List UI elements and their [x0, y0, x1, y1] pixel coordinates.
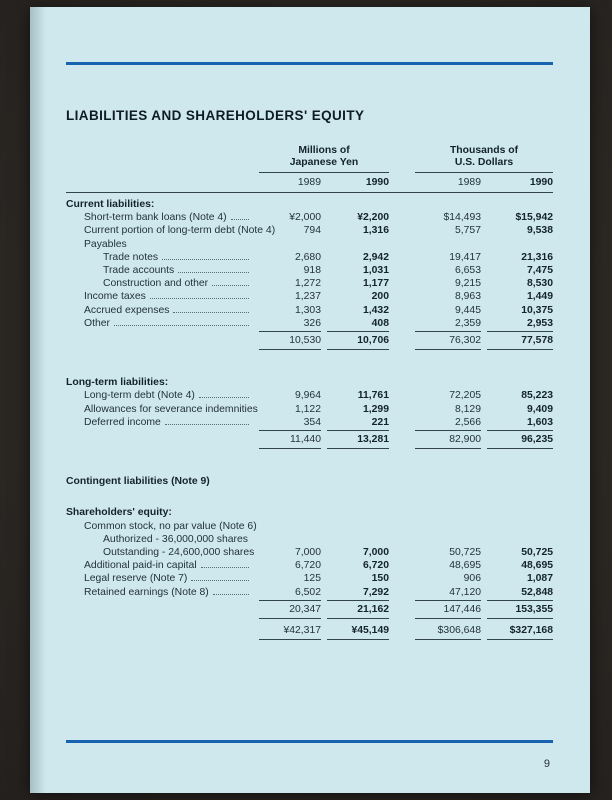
row-label: Other [84, 317, 110, 329]
table-row [66, 546, 553, 559]
total-usd-1989: $306,648 [415, 622, 481, 640]
subtotal-usd-1989: 147,446 [415, 600, 481, 619]
table-row [66, 416, 553, 429]
row-label: Payables [84, 238, 127, 250]
subtotal-yen-1989: 10,530 [259, 331, 321, 350]
value-usd-1990: 52,848 [521, 586, 553, 598]
subtotal-yen-1990: 10,706 [327, 331, 389, 350]
subtotal-row-shareholders-equity [66, 599, 553, 621]
value-yen-1989: 794 [303, 225, 321, 237]
value-yen-1990: 11,761 [357, 390, 389, 402]
value-yen-1990: 221 [371, 416, 389, 428]
document-page [30, 7, 590, 793]
section-header-contingent-liabilities [66, 475, 553, 488]
table-row [66, 403, 553, 416]
col-group-yen [259, 145, 389, 173]
row-label: Legal reserve (Note 7) [84, 573, 188, 585]
value-usd-1989: 48,695 [449, 560, 481, 572]
total-yen-1990: ¥45,149 [327, 622, 389, 640]
col-group-yen-line2: Japanese Yen [289, 157, 359, 168]
value-usd-1989: 2,359 [454, 317, 481, 329]
value-yen-1990: 1,432 [362, 304, 389, 316]
value-usd-1989: 72,205 [449, 390, 481, 402]
row-label: Current liabilities: [66, 199, 155, 210]
value-yen-1989: 918 [303, 265, 321, 277]
row-label: Current portion of long-term debt (Note 4) [84, 225, 276, 237]
section-header-shareholders-equity [66, 506, 553, 519]
value-yen-1989: 1,122 [294, 403, 321, 415]
value-yen-1989: 326 [303, 317, 321, 329]
value-usd-1990: 50,725 [521, 547, 553, 559]
page-title: LIABILITIES AND SHAREHOLDERS' EQUITY [66, 108, 365, 123]
value-usd-1990: 7,475 [526, 265, 553, 277]
row-label: Additional paid-in capital [84, 560, 197, 572]
table-row [66, 533, 553, 546]
table-row [66, 317, 553, 330]
column-group-header-row [66, 145, 553, 173]
year-header-row [66, 173, 553, 193]
value-usd-1989: 8,963 [454, 291, 481, 303]
row-label: Long-term debt (Note 4) [84, 390, 195, 402]
subtotal-row-current-liabilities [66, 330, 553, 352]
table-row [66, 572, 553, 585]
value-yen-1990: 1,299 [362, 403, 389, 415]
value-usd-1990: 9,409 [526, 403, 553, 415]
section-gap [66, 352, 553, 376]
value-usd-1989: 6,653 [454, 265, 481, 277]
total-yen-1989: ¥42,317 [259, 622, 321, 640]
page-content [66, 7, 553, 642]
value-usd-1989: 19,417 [449, 251, 481, 263]
table-row [66, 238, 553, 251]
value-yen-1990: 200 [371, 291, 389, 303]
section-header-current-liabilities [66, 198, 553, 211]
table-row [66, 211, 553, 224]
row-label: Trade accounts [103, 265, 175, 277]
col-group-usd-line1: Thousands of [449, 145, 519, 156]
row-label: Allowances for severance indemnities [84, 403, 258, 415]
value-yen-1989: 7,000 [294, 547, 321, 559]
subtotal-usd-1990: 153,355 [487, 600, 553, 619]
row-label: Outstanding - 24,600,000 shares [103, 547, 255, 559]
subtotal-usd-1989: 82,900 [415, 430, 481, 449]
value-yen-1989: 6,720 [294, 560, 321, 572]
value-usd-1990: 2,953 [526, 317, 553, 329]
subtotal-yen-1989: 20,347 [259, 600, 321, 619]
subtotal-yen-1989: 11,440 [259, 430, 321, 449]
value-yen-1990: 2,942 [362, 251, 389, 263]
value-usd-1989: 2,566 [454, 416, 481, 428]
row-label: Trade notes [103, 251, 159, 263]
grand-total-row [66, 621, 553, 642]
value-yen-1989: 1,237 [294, 291, 321, 303]
year-header-usd-1990: 1990 [529, 177, 553, 188]
value-usd-1990: 9,538 [526, 225, 553, 237]
value-yen-1990: 408 [371, 317, 389, 329]
value-usd-1990: 1,449 [526, 291, 553, 303]
table-row [66, 251, 553, 264]
value-yen-1990: 6,720 [362, 560, 389, 572]
total-usd-1990: $327,168 [487, 622, 553, 640]
value-usd-1989: $14,493 [443, 212, 481, 224]
value-usd-1990: 1,087 [526, 573, 553, 585]
value-yen-1989: 9,964 [294, 390, 321, 402]
subtotal-usd-1990: 96,235 [487, 430, 553, 449]
table-row [66, 277, 553, 290]
value-yen-1990: 150 [371, 573, 389, 585]
year-header-usd-1989: 1989 [457, 177, 481, 188]
value-usd-1990: $15,942 [515, 212, 553, 224]
value-yen-1989: 1,303 [294, 304, 321, 316]
row-label: Long-term liabilities: [66, 377, 169, 389]
row-label: Common stock, no par value (Note 6) [84, 520, 257, 532]
row-label: Shareholders' equity: [66, 507, 172, 519]
table-row [66, 586, 553, 599]
row-label: Contingent liabilities (Note 9) [66, 476, 210, 488]
value-usd-1989: 9,215 [454, 278, 481, 290]
subtotal-usd-1989: 76,302 [415, 331, 481, 350]
value-usd-1990: 8,530 [526, 278, 553, 290]
value-yen-1989: 1,272 [294, 278, 321, 290]
value-yen-1989: ¥2,000 [289, 212, 321, 224]
table-row [66, 520, 553, 533]
value-usd-1990: 10,375 [521, 304, 553, 316]
row-label: Accrued expenses [84, 304, 170, 316]
value-usd-1990: 1,603 [526, 416, 553, 428]
row-label: Deferred income [84, 416, 161, 428]
year-header-yen-1990: 1990 [365, 177, 389, 188]
page-number: 9 [543, 758, 550, 770]
value-usd-1989: 5,757 [454, 225, 481, 237]
value-usd-1989: 50,725 [449, 547, 481, 559]
value-yen-1990: 1,031 [362, 265, 389, 277]
subtotal-usd-1990: 77,578 [487, 331, 553, 350]
value-usd-1989: 9,445 [454, 304, 481, 316]
table-row [66, 304, 553, 317]
value-yen-1989: 354 [303, 416, 321, 428]
table-row [66, 290, 553, 303]
value-usd-1989: 47,120 [449, 586, 481, 598]
value-yen-1990: 1,316 [362, 225, 389, 237]
row-label: Construction and other [103, 278, 209, 290]
col-group-usd-line2: U.S. Dollars [454, 157, 514, 168]
subtotal-yen-1990: 13,281 [327, 430, 389, 449]
value-yen-1989: 6,502 [294, 586, 321, 598]
section-header-long-term-liabilities [66, 376, 553, 389]
section-gap [66, 451, 553, 475]
year-header-yen-1989: 1989 [297, 177, 321, 188]
col-group-usd [415, 145, 553, 173]
table-row [66, 264, 553, 277]
value-yen-1990: ¥2,200 [357, 212, 389, 224]
col-group-yen-line1: Millions of [298, 145, 350, 156]
value-yen-1990: 7,000 [362, 547, 389, 559]
subtotal-row-long-term-liabilities [66, 429, 553, 451]
value-usd-1990: 85,223 [521, 390, 553, 402]
row-label: Retained earnings (Note 8) [84, 586, 209, 598]
value-usd-1990: 48,695 [521, 560, 553, 572]
table-row [66, 389, 553, 402]
table-row [66, 224, 553, 237]
row-label: Authorized - 36,000,000 shares [103, 533, 248, 545]
value-usd-1989: 906 [463, 573, 481, 585]
value-yen-1990: 1,177 [362, 278, 389, 290]
table-row [66, 559, 553, 572]
section-gap [66, 488, 553, 506]
bottom-rule [66, 740, 553, 743]
value-yen-1989: 125 [303, 573, 321, 585]
value-usd-1990: 21,316 [521, 251, 553, 263]
value-yen-1990: 7,292 [362, 586, 389, 598]
row-label: Short-term bank loans (Note 4) [84, 212, 227, 224]
row-label: Income taxes [84, 291, 146, 303]
value-usd-1989: 8,129 [454, 403, 481, 415]
subtotal-yen-1990: 21,162 [327, 600, 389, 619]
value-yen-1989: 2,680 [294, 251, 321, 263]
balance-sheet-table [66, 145, 553, 642]
